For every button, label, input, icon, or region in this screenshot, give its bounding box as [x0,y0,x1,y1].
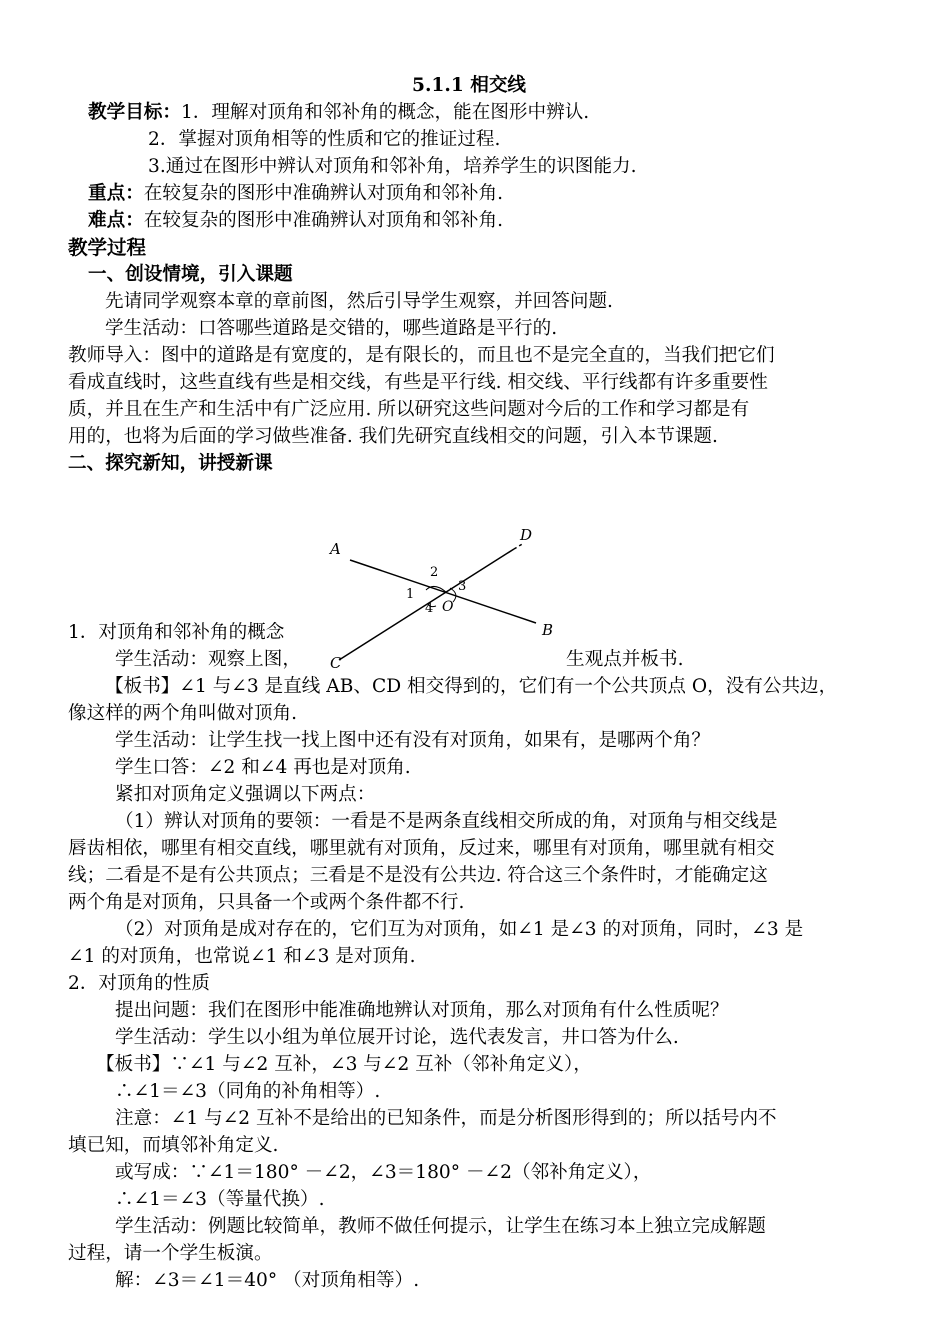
difficult-point [88,207,503,235]
note-line-2: 填已知，而填邻补角定义. [68,1135,279,1156]
page-title: 5.1.1 相交线 [412,75,527,96]
part-1-activity-1-tail: 生观点并板书. [566,649,684,670]
teaching-goal-2: 2．掌握对顶角相等的性质和它的推证过程. [148,129,501,150]
teacher-intro-line-1: 教师导入：图中的道路是有宽度的，是有限长的，而且也不是完全直的，当我们把它们 [68,345,775,366]
board-note-1-line-2: 像这样的两个角叫做对顶角. [68,703,298,724]
label-o: O [442,599,454,615]
part-1-emphasis: 紧扣对顶角定义强调以下两点： [115,784,376,805]
key-point-text: 在较复杂的图形中准确辨认对顶角和邻补角. [143,183,503,204]
part-2-question: 提出问题：我们在图形中能准确地辨认对顶角，那么对顶角有什么性质呢？ [115,1000,729,1021]
label-c: C [330,654,342,670]
teacher-intro-line-4: 用的，也将为后面的学习做些准备. 我们先研究直线相交的问题，引入本节课题. [68,426,718,447]
solution-line: 解：∠3＝∠1＝40° （对顶角相等）. [115,1270,420,1291]
angle-label-1: 1 [406,587,415,602]
label-b: B [542,621,554,639]
alt-proof-line-2: ∴∠1＝∠3（等量代换）. [115,1189,325,1210]
board-note-2-line-1: 【板书】∵∠1 与∠2 互补，∠3 与∠2 互补（邻补角定义）， [96,1054,592,1075]
board-note-1-line-1: 【板书】∠1 与∠3 是直线 AB、CD 相交得到的，它们有一个公共顶点 O，没有公共边， [105,676,838,697]
difficult-point-text: 在较复杂的图形中准确辨认对顶角和邻补角. [143,210,503,231]
part-2-activity-2-line-1: 学生活动：例题比较简单，教师不做任何提示，让学生在练习本上独立完成解题 [115,1216,766,1237]
angle-label-4: 4 [425,601,434,616]
part-1-heading: 1．对顶角和邻补角的概念 [68,622,285,643]
section-1-paragraph-2: 学生活动：口答哪些道路是交错的，哪些道路是平行的. [105,318,558,339]
part-1-activity-2: 学生活动：让学生找一找上图中还有没有对顶角，如果有，是哪两个角？ [115,730,711,751]
teacher-intro-line-3: 质，并且在生产和生活中有广泛应用. 所以研究这些问题对今后的工作和学习都是有 [68,399,750,420]
teaching-goals-label: 教学目标： [88,102,181,123]
point-1-line-3: 线；二看是不是有公共顶点；三看是不是没有公共边. 符合这三个条件时，才能确定这 [68,865,768,886]
angle-label-3: 3 [458,579,467,594]
point-2-line-1: （2）对顶角是成对存在的，它们互为对顶角，如∠1 是∠3 的对顶角，同时，∠3 是 [115,919,804,940]
intersecting-lines-figure [324,520,564,670]
teaching-goal-3: 3.通过在图形中辨认对顶角和邻补角，培养学生的识图能力. [148,156,637,177]
teaching-process-heading: 教学过程 [68,236,147,259]
section-2-heading: 二、探究新知，讲授新课 [68,453,273,474]
difficult-point-label: 难点： [88,210,144,231]
point-1-line-1: （1）辨认对顶角的要领：一看是不是两条直线相交所成的角，对顶角与相交线是 [115,811,778,832]
part-2-heading: 2．对顶角的性质 [68,973,210,994]
note-line-1: 注意：∠1 与∠2 互补不是给出的已知条件，而是分析图形得到的；所以括号内不 [115,1108,777,1129]
teaching-goal-1 [88,99,589,127]
label-d: D [520,526,533,544]
part-1-answer: 学生口答：∠2 和∠4 再也是对顶角. [115,757,411,778]
key-point [88,180,503,208]
point-2-line-2: ∠1 的对顶角，也常说∠1 和∠3 是对顶角. [68,946,416,967]
point-1-line-2: 唇齿相依，哪里有相交直线，哪里就有对顶角，反过来，哪里有对顶角，哪里就有相交 [68,838,775,859]
part-1-activity-1: 学生活动：观察上图， [115,649,301,670]
board-note-2-line-2: ∴∠1＝∠3（同角的补角相等）. [115,1081,381,1102]
part-2-activity: 学生活动：学生以小组为单位展开讨论，选代表发言，井口答为什么. [115,1027,679,1048]
goal-1-text: 1．理解对顶角和邻补角的概念，能在图形中辨认. [180,102,590,123]
label-a: A [330,540,341,558]
section-1-heading: 一、创设情境，引入课题 [88,264,293,285]
key-point-label: 重点： [88,183,144,204]
point-1-line-4: 两个角是对顶角，只具备一个或两个条件都不行. [68,892,465,913]
alt-proof-line-1: 或写成：∵∠1＝180° －∠2，∠3＝180° －∠2（邻补角定义）， [115,1162,652,1183]
part-2-activity-2-line-2: 过程，请一个学生板演。 [68,1243,273,1264]
teacher-intro-line-2: 看成直线时，这些直线有些是相交线，有些是平行线. 相交线、平行线都有许多重要性 [68,372,768,393]
section-1-paragraph-1: 先请同学观察本章的章前图，然后引导学生观察，并回答问题. [105,291,613,312]
angle-label-2: 2 [430,565,439,580]
